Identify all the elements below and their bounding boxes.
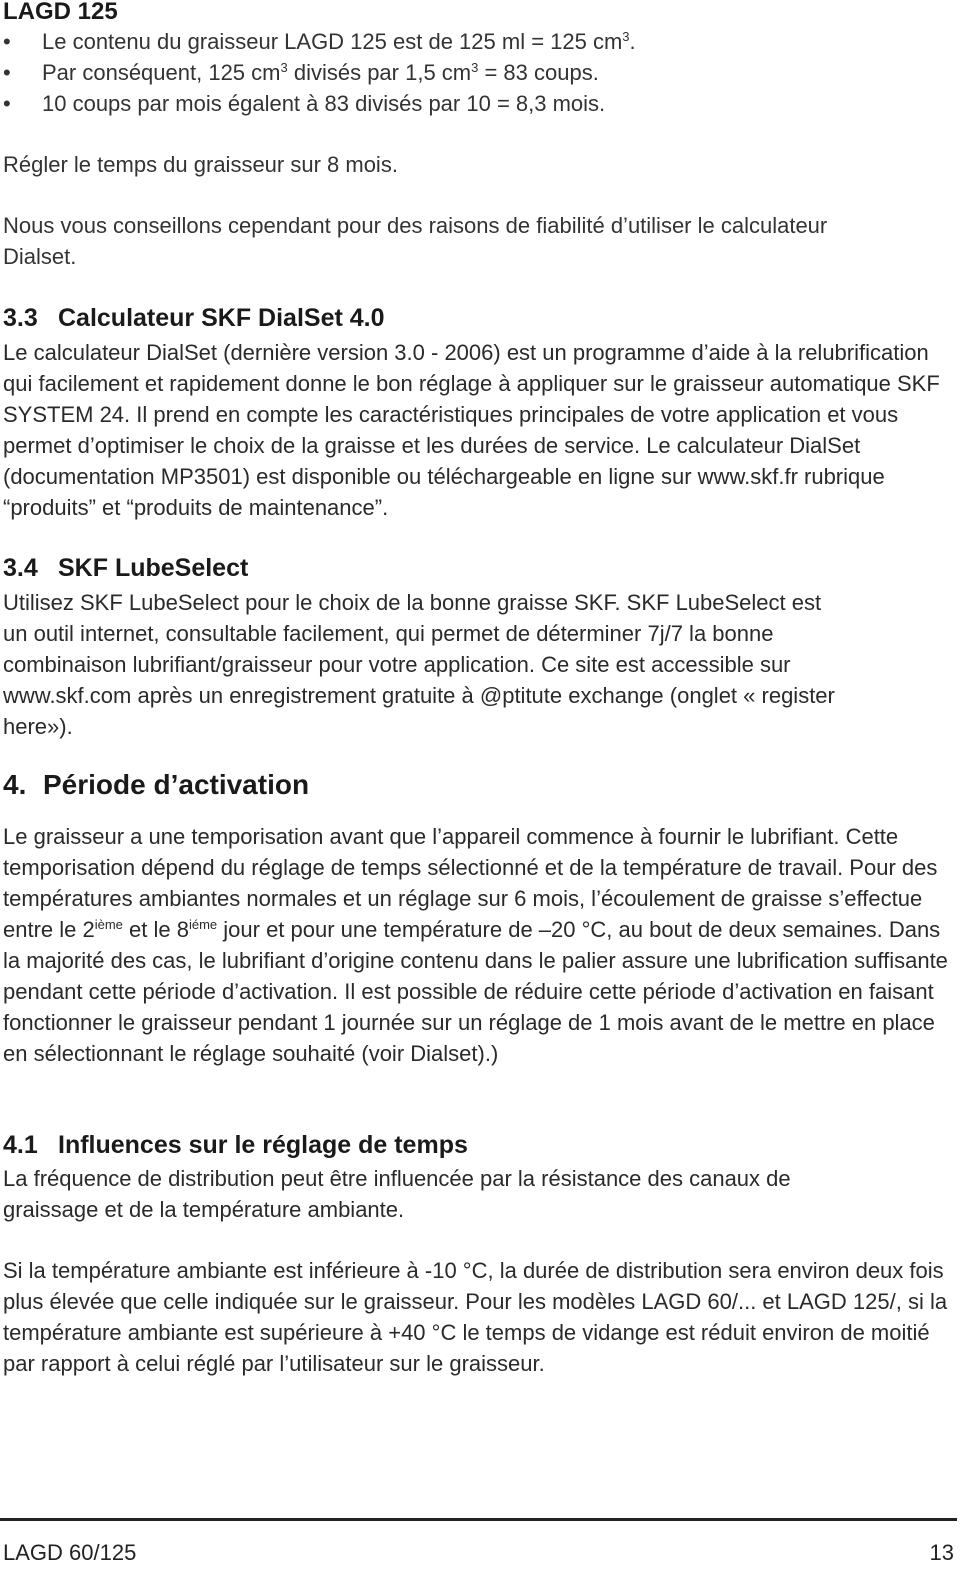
bullet-text: 10 coups par mois égalent à 83 divisés par 10 = 8,3 mois. <box>42 91 606 116</box>
bullet-icon: • <box>3 91 11 116</box>
superscript: 3 <box>622 29 630 44</box>
list-item <box>3 88 953 119</box>
section-title: Période d’activation <box>43 769 310 800</box>
bullet-text: = 83 coups. <box>478 60 599 85</box>
bullet-icon: • <box>3 29 11 54</box>
list-item <box>3 26 953 57</box>
section-heading <box>3 1131 468 1160</box>
section-number: 3.3 <box>3 304 38 332</box>
bullet-icon: • <box>3 60 11 85</box>
section-body: Le calculateur DialSet (dernière version 3.0 - 2006) est un programme d’aide à la relubrification qui facilement et rapidement donne le bon réglage à appliquer sur le graisseur automatique SKF SYSTEM 24. Il prend en compte les caractéristiques principales de votre application et vous permet d’optimiser le choix de la graisse et les durées de service. Le calculateur DialSet (documentation MP3501) est disponible ou téléchargeable en ligne sur www.skf.fr rubrique “produits” et “produits de maintenance”. <box>3 340 940 520</box>
section-number: 3.4 <box>3 554 38 582</box>
section-heading <box>3 769 309 801</box>
section-body: Utilisez SKF LubeSelect pour le choix de la bonne graisse SKF. SKF LubeSelect est un outil internet, consultable facilement, qui permet de déterminer 7j/7 la bonne combinaison lubrifiant/graisseur pour votre application. Ce site est accessible sur www.skf.com après un enregistrement gratuite à @ptitute exchange (onglet « register here»). <box>3 590 835 739</box>
intro-paragraph: Régler le temps du graisseur sur 8 mois. <box>3 152 398 177</box>
list-item <box>3 57 953 88</box>
footer-divider <box>0 1518 957 1521</box>
section-body: Le graisseur a une temporisation avant que l’appareil commence à fournir le lubrifiant. Cette temporisation dépend du réglage de temps sélectionné et de la température de travail. Pour des températures ambiantes normales et un réglage sur 6 mois, l’écoulement de graisse s’effectue entre le 2ième et le $8^{iéme}$ jour et pour une température de –20 °C, au bout de deux semaines. Dans la majorité des cas, le lubrifiant d’origine contenu dans le palier assure une lubrification suffisante pendant cette période d’activation. Il est possible de réduire cette période d’activation en faisant fonctionner le graisseur pendant 1 journée sur un réglage de 1 mois avant de le mettre en place en sélectionnant le réglage souhaité (voir Dialset).) <box>3 824 948 1066</box>
page-heading: LAGD 125 <box>3 0 118 25</box>
section-heading <box>3 304 385 333</box>
intro-paragraph: Nous vous conseillons cependant pour des raisons de fiabilité d’utiliser le calculateur Dialset. <box>3 213 828 269</box>
section-body: Si la température ambiante est inférieure à -10 °C, la durée de distribution sera environ deux fois plus élevée que celle indiquée sur le graisseur. Pour les modèles LAGD 60/... et LAGD 125/, si la température ambiante est supérieure à +40 °C le temps de vidange est réduit environ de moitié par rapport à celui réglé par l’utilisateur sur le graisseur. <box>3 1258 948 1376</box>
section-title: SKF LubeSelect <box>58 554 249 582</box>
section-title: Calculateur SKF DialSet 4.0 <box>58 304 385 332</box>
superscript: 3 <box>471 60 479 75</box>
section-number: 4.1 <box>3 1131 38 1159</box>
superscript: ième <box>94 917 123 932</box>
section-number: 4. <box>3 769 27 800</box>
bullet-text: Par conséquent, 125 cm <box>42 60 281 85</box>
bullet-text: Le contenu du graisseur LAGD 125 est de 125 ml = 125 cm <box>42 29 623 54</box>
section-title: Influences sur le réglage de temps <box>58 1131 468 1159</box>
footer-product: LAGD 60/125 <box>3 1540 137 1565</box>
section-heading <box>3 554 248 583</box>
bullet-list <box>3 26 953 119</box>
page-number: 13 <box>929 1540 954 1565</box>
bullet-text: divisés par 1,5 cm <box>287 60 472 85</box>
section-body: La fréquence de distribution peut être influencée par la résistance des canaux de graissage et de la température ambiante. <box>3 1166 791 1222</box>
superscript: iéme <box>188 917 218 932</box>
bullet-text: . <box>629 29 636 54</box>
superscript: 3 <box>280 60 288 75</box>
